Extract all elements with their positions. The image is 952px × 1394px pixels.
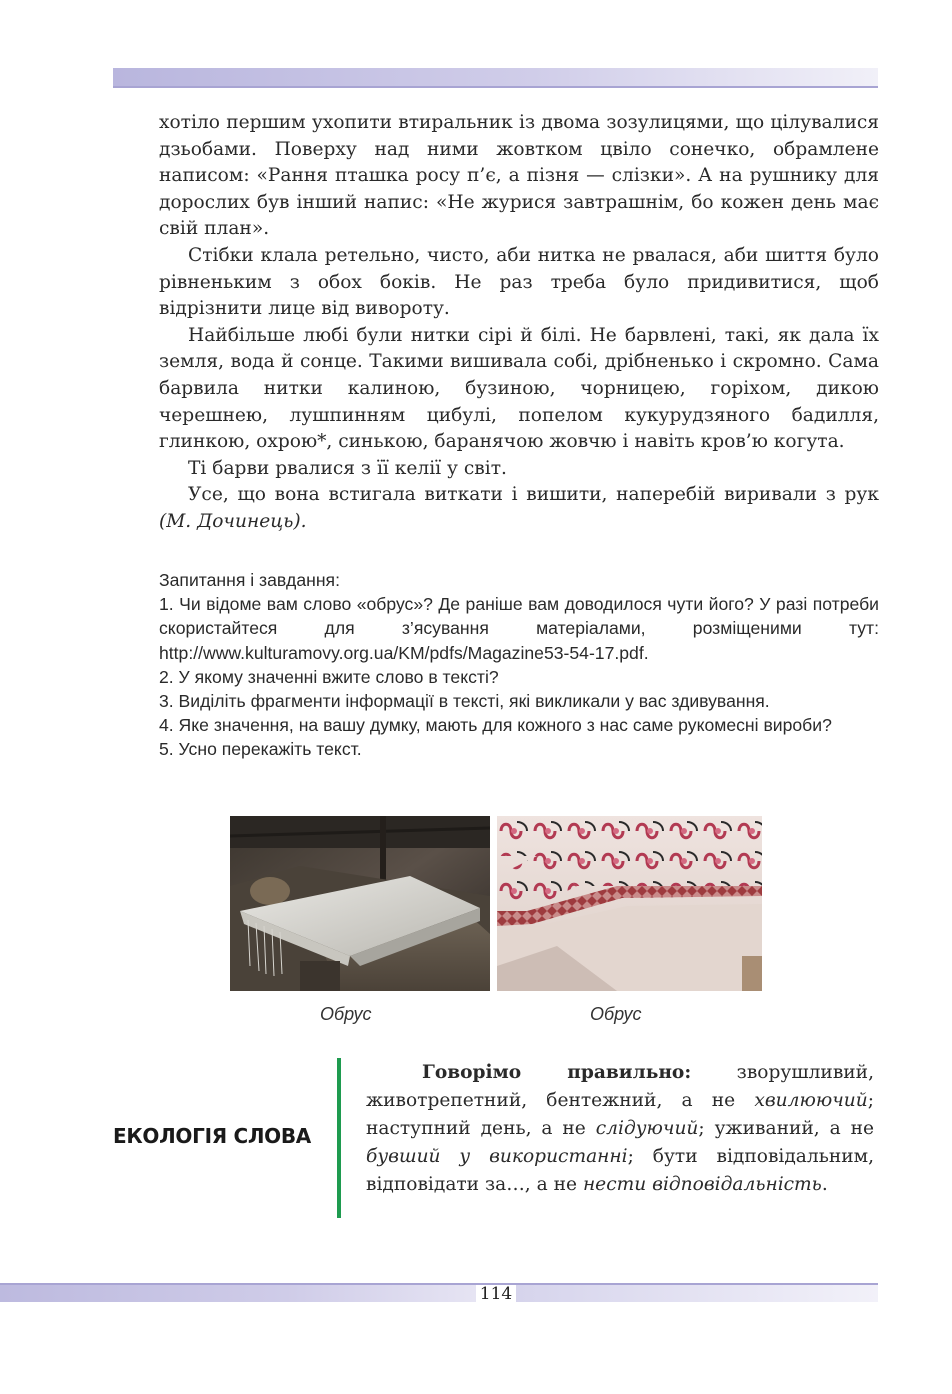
footer-rule [0,1283,878,1285]
speak-wrong-3: бувший у використанні [366,1146,628,1167]
paragraph-1: хотіло першим ухопити втиральник із двома зозулицями, що цілувалися дзьобами. Поверху над ними жовтком цвіло сонечко, обрамлене написом: «Рання пташка росу п’є, а пізня — слізки». А на рушнику для дорослих був інший напис: «Не журися завтрашнім, бо кожен день має свій план». [159,112,879,240]
speak-text-4: ; бути відповідальним, відповідати за…, а не [366,1146,874,1195]
speak-text-1: зворушливий, животрепетний, бентежний, а не [366,1062,874,1111]
paragraph-4: Ті барви рвалися з її келії у світ. [188,457,507,479]
story-text [159,110,879,536]
paragraph-5 [159,482,879,535]
header-band [113,68,878,87]
author-attribution: (М. Дочинець). [159,510,307,532]
speak-text-3: ; уживаний, а не [698,1118,874,1139]
photo-embroidered-tablecloth [497,816,762,991]
speak-text-5: . [821,1174,828,1195]
questions-block [159,568,879,762]
footer-band-left [0,1283,476,1302]
section-title: ЕКОЛОГІЯ СЛОВА [113,1124,311,1148]
speak-wrong-4: нести відповідальність [582,1174,822,1195]
question-3: 3. Виділіть фрагменти інформації в тексті, які викликали у вас здивування. [159,691,770,712]
header-rule [113,86,878,88]
photo-caption-2: Обрус [590,1004,642,1024]
photo-linen-on-bench [230,816,490,991]
paragraph-5-text: Усе, що вона встигала виткати і вишити, наперебій виривали з рук [188,484,879,506]
speak-lead: Говорімо правильно: [422,1062,692,1083]
paragraph-2: Стібки клала ретельно, чисто, аби нитка не рвалася, аби шиття було рівненьким з обох боків. Не раз треба було придивитися, щоб відрізнити лице від вивороту. [159,244,879,320]
photo-caption-1: Обрус [320,1004,372,1024]
questions-heading: Запитання і завдання: [159,570,340,590]
question-4: 4. Яке значення, на вашу думку, мають для кожного з нас саме рукомесні вироби? [159,715,832,736]
question-5: 5. Усно перекажіть текст. [159,739,362,760]
speak-wrong-2: слідуючий [595,1118,699,1139]
speak-wrong-1: хвилюючий [754,1090,868,1111]
paragraph-3: Найбільше любі були нитки сірі й білі. Не барвлені, такі, як дала їх земля, вода й сонце. Такими вишивала собі, дрібненько і скромно. Сама барвила нитки калиною, бузиною, чорницею, горіхом, дикою черешнею, лушпинням цибулі, попелом кукурудзяного бадилля, глинкою, охрою*, синькою, баранячою жовчю і навіть кров’ю когута. [159,324,879,453]
accent-bar [337,1058,341,1218]
question-1: 1. Чи відоме вам слово «обрус»? Де раніше вам доводилося чути його? У разі потреби скористайтеся для з’ясування матеріалами, розміщеними тут: http://www.kulturamovy.org.ua/KM/pdfs/Magazine53-54-17.pdf. [159,594,879,663]
speak-correctly-block [366,1059,874,1199]
page-number: 114 [479,1284,513,1304]
question-2: 2. У якому значенні вжите слово в тексті? [159,666,499,687]
speak-text-2: ; наступний день, а не [366,1090,874,1139]
footer-band-right [516,1283,878,1302]
